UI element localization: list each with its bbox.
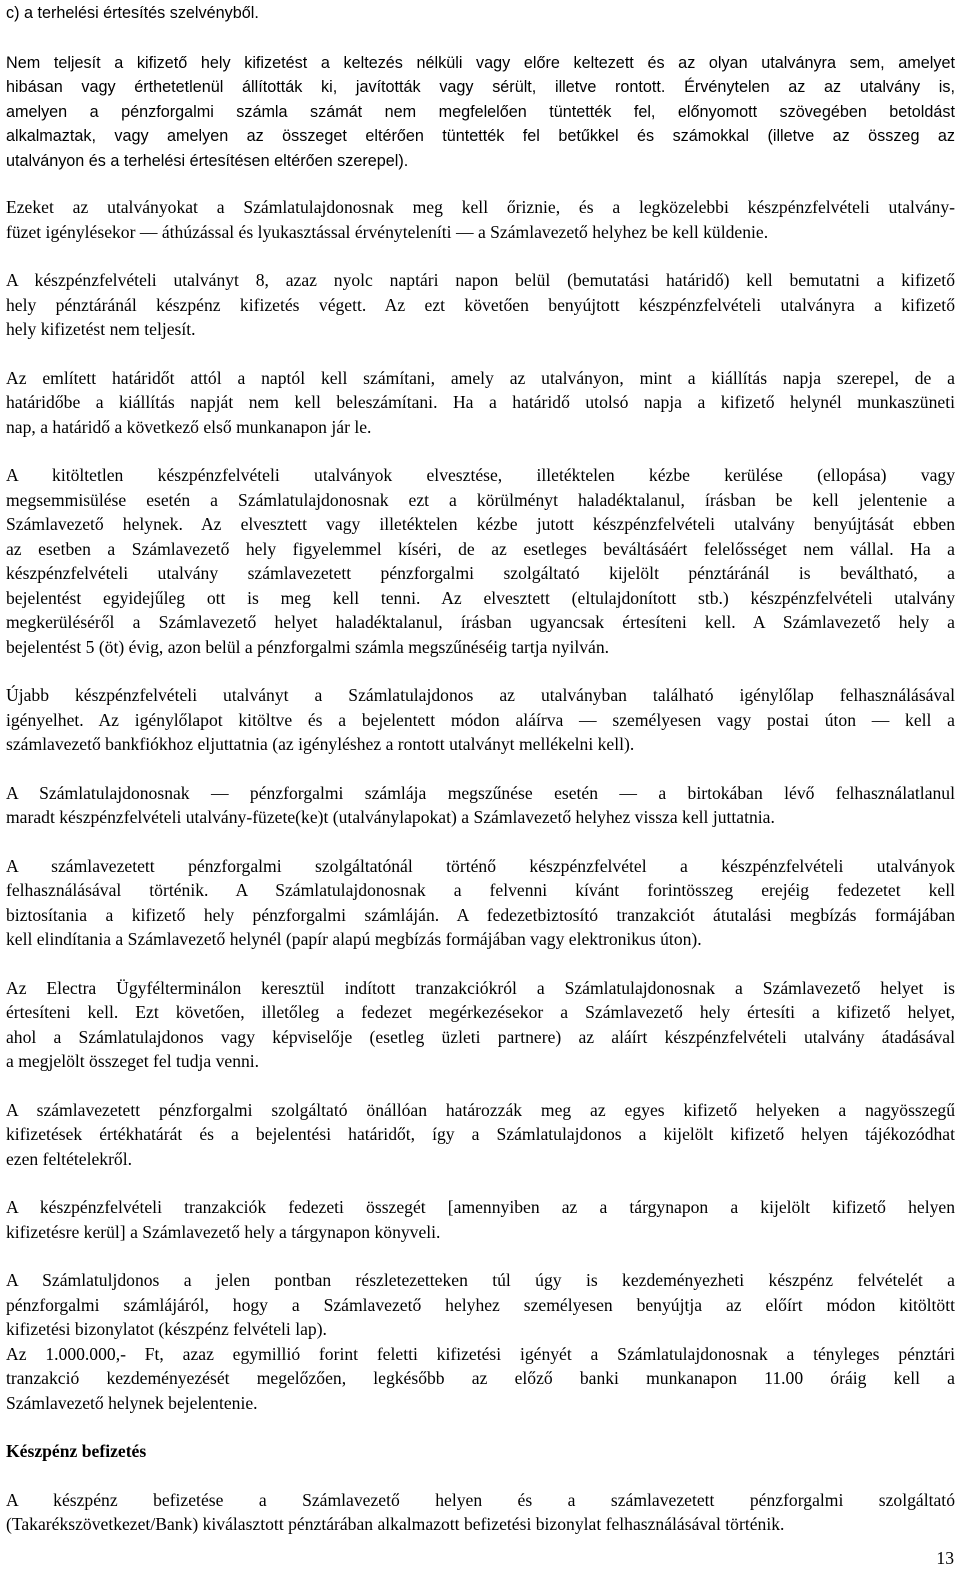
text-line: tranzakció kezdeményezését megelőzően, legkésőbb az előző banki munkanapon 11.00 óráig kell a (6, 1368, 955, 1388)
text-line: hibásan vagy érthetetlenül állították ki, javították vagy sérült, illetve rontott. Érvénytelen az az utalvány is, (6, 78, 955, 96)
text-line: hely kifizetést nem teljesít. (6, 319, 196, 339)
text-line: pénzforgalmi számlájáról, hogy a Számlavezető helyhez személyesen benyújtja az előírt módon kitöltött (6, 1294, 955, 1315)
text-line: bejelentést egyidejűleg ott is meg kell tenni. Az elvesztett (eltulajdonított stb.) készpénzfelvételi utalvány (6, 587, 955, 608)
text-line: utalványon és a terhelési értesítésen eltérően szerepel). (6, 151, 409, 170)
text-line: megsemmisülése esetén a Számlatulajdonosnak ezt a körülményt haladéktalanul, írásban be kell jelentenie a (6, 489, 955, 510)
text-line: nap, a határidő a következő első munkanapon jár le. (6, 416, 372, 437)
text-line: határidőbe a kiállítás napját nem kell beleszámítani. Ha a határidő utolsó napja a kifizető helynél munkaszüneti (6, 392, 955, 412)
text-line: Újabb készpénzfelvételi utalványt a Számlatulajdonos az utalványban található igénylőlap felhasználásával (6, 685, 955, 705)
text-line: kell elindítania a Számlavezető helynél (papír alapú megbízás formájában vagy elektronikus úton). (6, 929, 702, 949)
paragraph-invalid-vouchers (6, 51, 955, 174)
text-line: A készpénzfelvételi utalványt 8, azaz nyolc naptári napon belül (bemutatási határidő) kell bemutatni a kifizető (6, 270, 955, 290)
text-line: kifizetések értékhatárát és a bejelentési határidőt, így a Számlatulajdonos a kijelölt kifizető helyen tájékozódhat (6, 1124, 955, 1144)
text-line: igényelhet. Az igénylőlapot kitöltve és a bejelentett módon aláírva — személyesen vagy postai úton — kell a (6, 709, 955, 730)
paragraph-personal-withdrawal (6, 1268, 955, 1415)
section-heading (6, 1439, 955, 1464)
text-line: Nem teljesít a kifizető hely kifizetést a keltezés nélküli vagy előre keltezett és az olyan utalványra sem, amelyet (6, 53, 955, 72)
paragraph-lost-vouchers (6, 463, 955, 659)
text-line: A készpénz befizetése a Számlavezető helyen és a számlavezetett pénzforgalmi szolgáltató (6, 1489, 955, 1510)
text-line: c) a terhelési értesítés szelvényből. (6, 4, 259, 22)
text-line: bejelentést 5 (öt) évig, azon belül a pénzforgalmi számla megszűnéséig tartja nyilván. (6, 636, 610, 657)
text-line: A Számlatuljdonos a jelen pontban részletezetteken túl úgy is kezdeményezheti készpénz felvételét a (6, 1270, 955, 1290)
text-line: Számlavezető helynek. Az elvesztett vagy illetéktelen kézbe jutott készpénzfelvételi utalvány benyújtását ebben (6, 514, 955, 534)
text-line: Az 1.000.000,- Ft, azaz egymillió forint feletti kifizetési igényét a Számlatulajdonosnak a tényleges pénztári (6, 1343, 955, 1364)
text-line: ahol a Számlatulajdonos vagy képviselője (esetleg üzleti partnere) az aláírt készpénzfelvételi utalvány átadásával (6, 1026, 955, 1047)
text-line: A Számlatulajdonosnak — pénzforgalmi számlája megszűnése esetén — a birtokában lévő felhasználatlanul (6, 782, 955, 803)
text-line: Ezeket az utalványokat a Számlatulajdonosnak meg kell őriznie, és a legközelebbi készpénzfelvételi utalvány- (6, 197, 955, 217)
page-number: 13 (936, 1548, 954, 1568)
text-line: kifizetési bizonylatot (készpénz felvételi lap). (6, 1319, 327, 1339)
text-line: kifizetésre kerül] a Számlavezető hely a tárgynapon könyveli. (6, 1221, 441, 1242)
text-line: készpénzfelvételi utalvány számlavezetett pénzforgalmi szolgáltató kijelölt pénztáránál is beváltható, a (6, 563, 955, 583)
paragraph-electra-terminal (6, 976, 955, 1074)
paragraph-new-voucher-request (6, 683, 955, 757)
paragraph-intro (6, 1, 955, 26)
text-line: hely pénztáránál készpénz kifizetés végett. Az ezt követően benyújtott készpénzfelvételi utalványra a kifizető (6, 294, 955, 315)
text-line: Az említett határidőt attól a naptól kell számítani, amely az utalványon, mint a kiállítás napja szerepel, de a (6, 367, 955, 388)
text-line: Az Electra Ügyfélterminálon keresztül indított tranzakciókról a Számlatulajdonosnak a Számlavezető helyet is (6, 977, 955, 998)
paragraph-deadline-calculation (6, 366, 955, 440)
paragraph-presentation-deadline (6, 268, 955, 342)
document-page (6, 0, 955, 1537)
text-line: értesíteni kell. Ezt követően, illetőleg a fedezet megérkezésekor a Számlavezető hely értesíti a kifizető helyet, (6, 1002, 955, 1022)
text-line: alkalmaztak, vagy amelyen az összeget eltérően tüntették fel betűkkel és számokkal (illetve az összeg az (6, 127, 955, 145)
text-line: megkerüléséről a Számlavezető helyet haladéktalanul, írásban ugyancsak értesíteni kell. A Számlavezető hely a (6, 612, 955, 632)
text-line: A készpénzfelvételi tranzakciók fedezeti összegét [amennyiben az a tárgynapon a kijelölt kifizető helyen (6, 1197, 955, 1217)
paragraph-cash-withdrawal (6, 854, 955, 952)
text-line: maradt készpénzfelvételi utalvány-füzete(ke)t (utalványlapokat) a Számlavezető helyhez vissza kell juttatnia. (6, 807, 775, 827)
paragraph-cash-deposit (6, 1488, 955, 1537)
text-line: a megjelölt összeget fel tudja venni. (6, 1051, 260, 1071)
text-line: (Takarékszövetkezet/Bank) kiválasztott pénztárában alkalmazott befizetési bizonylat felhasználásával történik. (6, 1514, 785, 1534)
text-line: Számlavezető helynek bejelentenie. (6, 1392, 258, 1413)
text-line: A számlavezetett pénzforgalmi szolgáltató önállóan határozzák meg az egyes kifizető helyeken a nagyösszegű (6, 1099, 955, 1120)
paragraph-account-closure (6, 781, 955, 830)
text-line: ezen feltételekről. (6, 1148, 133, 1169)
text-line: amelyen a pénzforgalmi számla számát nem megfelelően tüntették fel, előnyomott szövegében betoldást (6, 102, 955, 121)
text-line: biztosítania a kifizető hely pénzforgalmi számláján. A fedezetbiztosító tranzakciót átutalási megbízás formájában (6, 904, 955, 925)
paragraph-keep-vouchers (6, 195, 955, 244)
text-line: A kitöltetlen készpénzfelvételi utalványok elvesztése, illetéktelen kézbe kerülése (ellopása) vagy (6, 465, 955, 485)
text-line: A számlavezetett pénzforgalmi szolgáltatónál történő készpénzfelvétel a készpénzfelvételi utalványok (6, 855, 955, 876)
text-line: füzet igénylésekor — áthúzással és lyukasztással érvényteleníti — a Számlavezető helyhez be kell küldenie. (6, 221, 769, 242)
paragraph-large-payments (6, 1098, 955, 1172)
paragraph-booking (6, 1195, 955, 1244)
section-heading-text: Készpénz befizetés (6, 1441, 147, 1461)
text-line: az esetben a Számlavezető hely figyelemmel kíséri, de az esetleges beváltásáért felelősséget nem vállal. Ha a (6, 538, 955, 559)
text-line: számlavezető bankfiókhoz eljuttatnia (az igényléshez a rontott utalványt mellékelni kell). (6, 734, 635, 754)
text-line: felhasználásával történik. A Számlatulajdonosnak a felvenni kívánt forintösszeg erejéig fedezetet kell (6, 880, 955, 900)
